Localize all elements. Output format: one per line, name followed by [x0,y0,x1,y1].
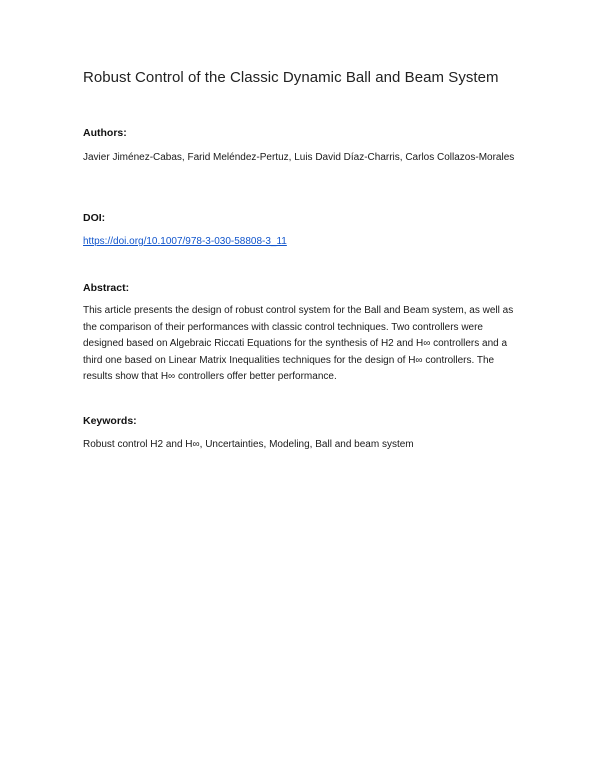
abstract-text: This article presents the design of robust control system for the Ball and Beam system, as well as the comparison of their performances with classic control techniques. Two controllers were designed based on Algebraic Riccati Equations for the synthesis of H2 and H∞ controllers and a third one based on Linear Matrix Inequalities techniques for the design of H∞ controllers. The results show that H∞ controllers offer better performance. [83,305,514,382]
abstract-label: Abstract: [83,282,130,294]
doi-label: DOI: [83,212,106,224]
keywords-label: Keywords: [83,415,137,427]
authors-text: Javier Jiménez-Cabas, Farid Meléndez-Pertuz, Luis David Díaz-Charris, Carlos Collazos-Morales [83,152,515,163]
doi-link[interactable]: https://doi.org/10.1007/978-3-030-58808-3_11 [83,236,287,247]
keywords-text: Robust control H2 and H∞, Uncertainties, Modeling, Ball and beam system [83,439,414,450]
authors-label: Authors: [83,127,127,139]
document-title: Robust Control of the Classic Dynamic Ball and Beam System [83,69,499,86]
